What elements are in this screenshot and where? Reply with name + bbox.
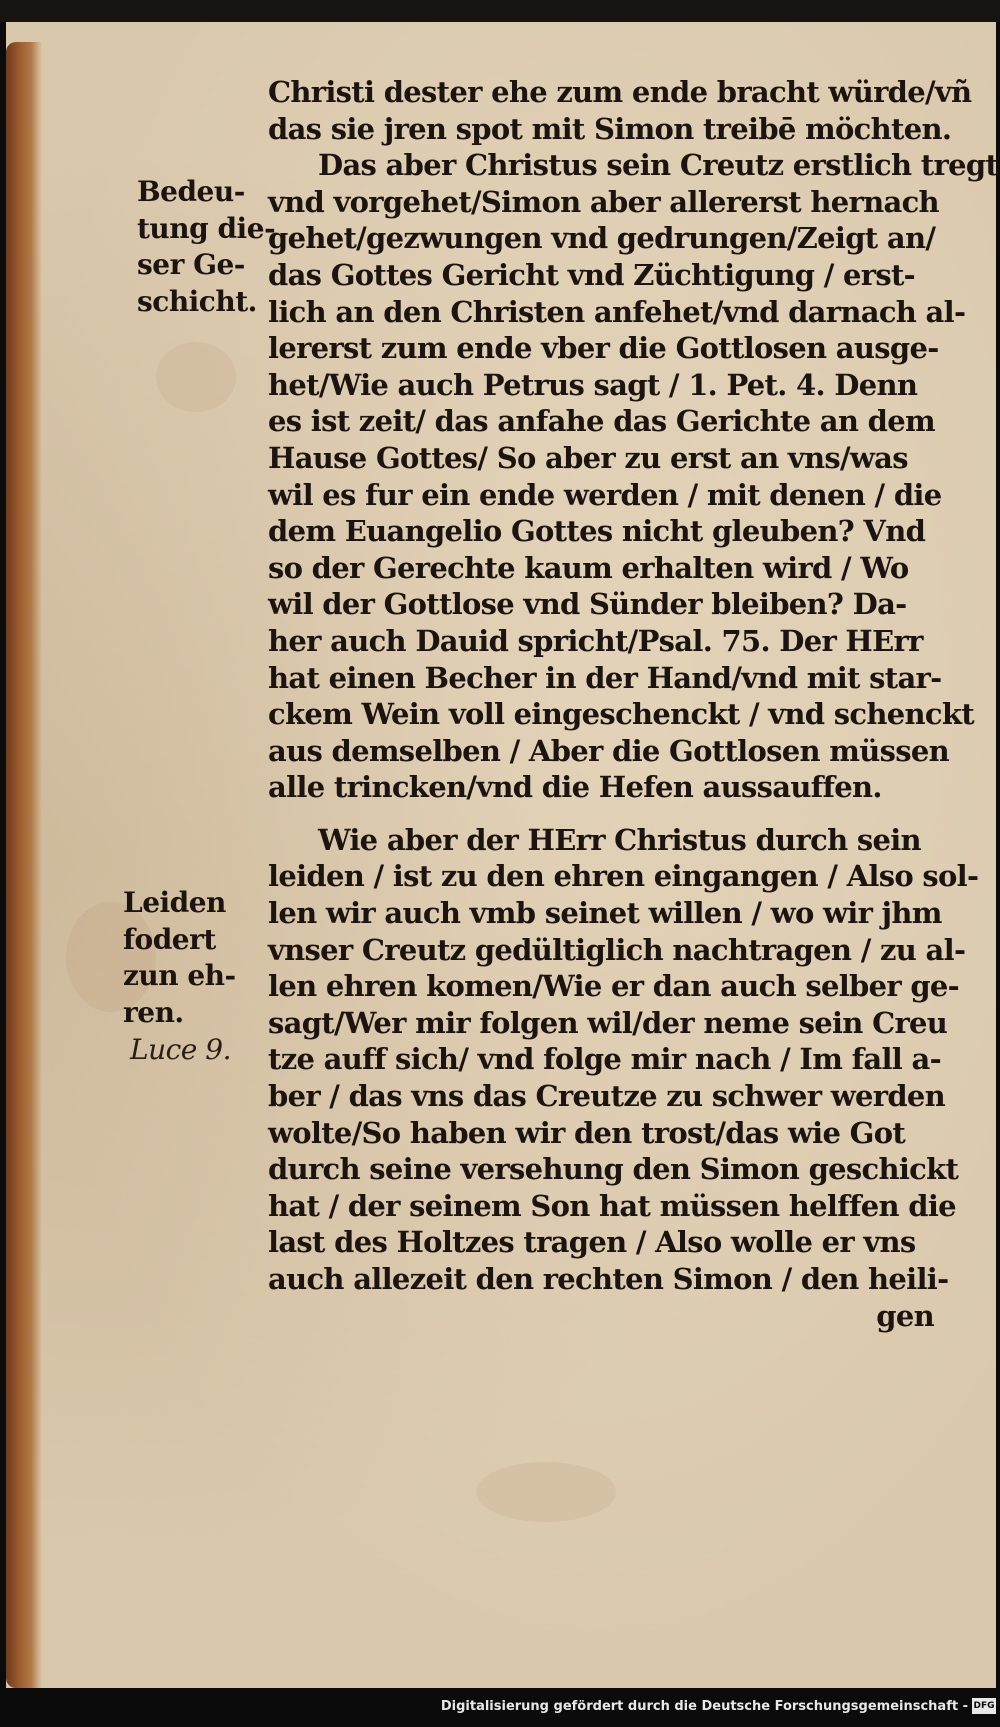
text-line: wil es fur ein ende werden / mit denen / die: [268, 477, 942, 512]
margin-note-line: ser Ge-: [137, 248, 245, 282]
margin-note-line: Leiden: [123, 886, 226, 919]
main-text: [268, 74, 999, 1334]
text-line: het/Wie auch Petrus sagt / 1. Pet. 4. Denn: [268, 367, 918, 402]
text-line: wolte/So haben wir den trost/das wie Got: [268, 1115, 906, 1150]
text-line: es ist zeit/ das anfahe das Gerichte an dem: [268, 404, 935, 439]
margin-note-bedeutung: [137, 174, 275, 320]
catchword: gen: [876, 1298, 934, 1333]
text-line: so der Gerechte kaum erhalten wird / Wo: [268, 550, 909, 585]
margin-note-line: tung die-: [137, 211, 276, 245]
text-line: durch seine versehung den Simon geschickt: [268, 1152, 959, 1187]
margin-note-leiden: [123, 885, 236, 1031]
margin-note-handwritten-reference: [130, 1032, 231, 1069]
text-line: len ehren komen/Wie er dan auch selber ge-: [268, 969, 960, 1004]
text-line: sagt/Wer mir folgen wil/der neme sein Creu: [268, 1005, 948, 1040]
text-line: lich an den Christen anfehet/vnd darnach al-: [268, 294, 966, 329]
paper-stain: [476, 1462, 616, 1522]
text-line: vnser Creutz gedültiglich nachtragen / zu al-: [268, 932, 966, 967]
text-line: Wie aber der HErr Christus durch sein: [318, 822, 921, 857]
text-line: last des Holtzes tragen / Also wolle er vns: [268, 1225, 916, 1260]
text-line: leiden / ist zu den ehren eingangen / Also sol-: [268, 859, 979, 894]
text-line: tze auff sich/ vnd folge mir nach / Im fall a-: [268, 1042, 941, 1077]
text-line: ber / das vns das Creutze zu schwer werden: [268, 1079, 946, 1114]
text-line: ckem Wein voll eingeschenckt / vnd schenckt: [268, 697, 974, 732]
text-line: das sie jren spot mit Simon treibē möchten.: [268, 111, 952, 146]
text-line: Das aber Christus sein Creutz erstlich tregt: [318, 148, 999, 183]
text-line: auch allezeit den rechten Simon / den heili-: [268, 1262, 949, 1296]
text-line: vnd vorgehet/Simon aber allererst hernach: [268, 184, 939, 219]
margin-note-line: schicht.: [137, 284, 257, 318]
text-line: Hause Gottes/ So aber zu erst an vns/was: [268, 440, 908, 475]
text-line: wil der Gottlose vnd Sünder bleiben? Da-: [268, 587, 907, 622]
margin-note-line: fodert: [123, 922, 216, 956]
text-line: alle trincken/vnd die Hefen aussauffen.: [268, 770, 882, 805]
text-line: Christi dester ehe zum ende bracht würde/vñ: [268, 75, 972, 109]
text-line: das Gottes Gericht vnd Züchtigung / erst-: [268, 257, 916, 292]
dfg-logo: DFG: [972, 1698, 996, 1714]
text-line: aus demselben / Aber die Gottlosen müssen: [268, 733, 950, 768]
text-line: dem Euangelio Gottes nicht gleuben? Vnd: [268, 514, 926, 549]
text-line: hat / der seinem Son hat müssen helffen die: [268, 1188, 956, 1223]
margin-note-line: Bedeu-: [137, 175, 245, 208]
text-line: len wir auch vmb seinet willen / wo wir jhm: [268, 896, 942, 931]
text-line: her auch Dauid spricht/Psal. 75. Der HErr: [268, 623, 923, 658]
digitization-footer: [0, 1688, 1000, 1727]
footer-credit: Digitalisierung gefördert durch die Deutsche Forschungsgemeinschaft -: [440, 1699, 968, 1714]
text-line: lererst zum ende vber die Gottlosen ausge-: [268, 331, 939, 366]
paper-stain: [156, 342, 236, 412]
margin-note-line: zun eh-: [123, 959, 236, 993]
text-line: gehet/gezwungen vnd gedrungen/Zeigt an/: [268, 221, 936, 256]
margin-note-line: ren.: [123, 995, 184, 1029]
page-binding-edge: [6, 42, 42, 1688]
margin-note-line: Luce 9.: [130, 1033, 231, 1066]
text-line: hat einen Becher in der Hand/vnd mit star-: [268, 660, 942, 695]
scan-top-edge: [0, 0, 1000, 22]
